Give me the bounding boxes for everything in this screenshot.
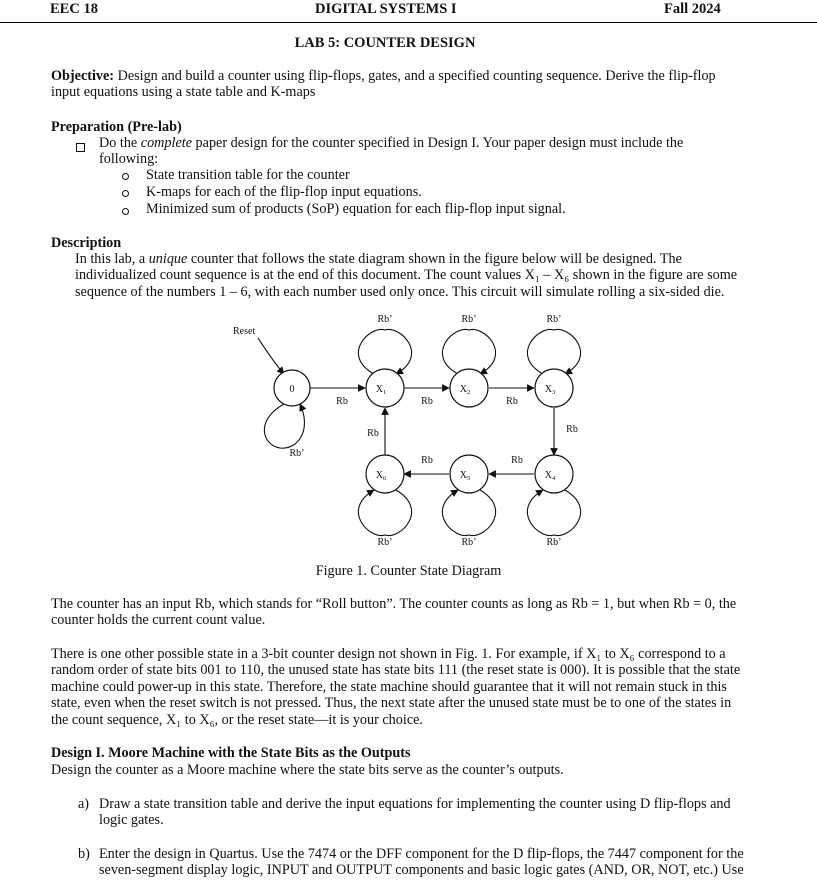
design1-item-a [99,796,809,829]
figure-caption: Figure 1. Counter State Diagram [315,563,502,579]
loop-label-reset: Rb’ [289,448,305,459]
edge-label-x4-x5: Rb [511,455,523,466]
loop-label-x5: Rb’ [461,537,477,548]
counter-input-paragraph [51,596,811,629]
self-loop-x2 [442,329,495,374]
state-diagram [200,300,620,550]
unused-state-line1: There is one other possible state in a 3-bit counter design not shown in Fig. 1. For example, if X₁ to X₆ correspond to a [51,646,726,662]
circle-bullet-icon [122,185,129,202]
design1-item-a-line1: Draw a state transition table and derive the input equations for implementing the counter using D flip-flops and [99,796,731,812]
description-heading: Description [51,235,122,251]
state-x3 [535,369,573,407]
objective-label: Objective: [51,68,115,84]
loop-label-x4: Rb’ [546,537,562,548]
loop-label-x1: Rb’ [377,314,393,325]
design1-item-b-line1: Enter the design in Quartus. Use the 7474 or the DFF component for the D flip-flops, the 7447 component for the [99,846,744,862]
desc-line3: sequence of the numbers 1 – 6, with each number used only once. This circuit will simulate rolling a six-sided die. [75,283,725,300]
objective-text-line2: input equations using a state table and K-maps [51,84,316,101]
state-x4 [535,455,573,493]
self-loop-x6 [358,490,411,536]
self-loop-reset [264,404,304,448]
unused-state-paragraph [51,646,811,728]
page-title: LAB 5: COUNTER DESIGN [294,35,476,51]
unused-state-line3: machine could power-up in this state. Therefore, the state machine should guarantee that it will not remain stuck in this [51,678,727,695]
course-code: EEC 18 [50,1,98,17]
objective-text-line1: Design and build a counter using flip-flops, gates, and a specified counting sequence. Derive the flip-flop [117,68,716,84]
prep-subitem: K-maps for each of the flip-flop input equations. [146,184,422,200]
counter-input-line1: The counter has an input Rb, which stands for “Roll button”. The counter counts as long as Rb = 1, but when Rb = 0, the [51,596,737,612]
design1-item-b [99,846,809,879]
reset-arrow [258,338,284,374]
design1-item-a-label: a) [78,796,90,812]
design1-item-b-line2: seven-segment display logic, INPUT and OUTPUT components and basic logic gates (AND, OR, NOT, etc.) Use [99,862,744,879]
self-loop-x1 [358,329,411,374]
self-loop-x5 [442,490,495,536]
counter-input-line2: counter holds the current count value. [51,612,266,629]
page-header [0,0,817,23]
edge-label-x6-x1: Rb [367,428,379,439]
state-x3-label: $X_3$ [544,384,556,396]
loop-label-x3: Rb’ [546,314,562,325]
prep-text-a: Do the [99,135,141,151]
self-loop-x3 [527,329,580,374]
design1-heading: Design I. Moore Machine with the State Bits as the Outputs [51,745,411,761]
unused-state-line2: random order of state bits 001 to 110, the unused state has state bits 111 (the reset state is 000). It is possible that the state [51,662,741,679]
prep-subitem: State transition table for the counter [146,167,350,183]
preparation-item [99,135,799,168]
prep-text-b: paper design for the counter specified in Design I. Your paper design must include the [192,135,684,151]
circle-bullet-icon [122,203,129,220]
edge-label-x2-x3: Rb [506,396,518,407]
edge-label-x3-x4: Rb [566,424,578,435]
design1-item-a-line2: logic gates. [99,812,164,829]
desc-line1-emphasis: unique [148,251,188,267]
description-text [75,251,805,300]
edge-label-x5-x6: Rb [421,455,433,466]
objective-section [51,68,791,101]
unused-state-line4: state, even when the reset switch is not pressed. Thus, the next state after the unused state must be to one of the states in [51,695,732,712]
desc-line1-b: counter that follows the state diagram shown in the figure below will be designed. The [187,251,682,267]
edge-label-x1-x2: Rb [421,396,433,407]
design1-item-b-label: b) [78,846,90,862]
state-x2 [450,369,488,407]
edge-label-0-x1: Rb [336,396,348,407]
prep-text-emphasis: complete [140,135,192,151]
state-x5-label: $X_5$ [459,470,471,482]
state-x1-label: $X_1$ [375,384,387,396]
checkbox-bullet-icon [76,140,85,157]
prep-subitem: Minimized sum of products (SoP) equation for each flip-flop input signal. [146,201,566,217]
state-x1 [366,369,404,407]
reset-label: Reset [233,326,256,337]
state-x6 [366,455,404,493]
loop-label-x2: Rb’ [461,314,477,325]
state-x6-label: $X_6$ [375,470,387,482]
unused-state-line5: the count sequence, X₁ to X₆, or the reset state—it is your choice. [51,711,423,728]
self-loop-x4 [527,490,580,536]
desc-line1-a: In this lab, a [75,251,149,267]
preparation-heading: Preparation (Pre-lab) [51,119,182,135]
state-x5 [450,455,488,493]
state-x4-label: $X_4$ [544,470,556,482]
state-reset-label: 0 [289,384,295,395]
state-x2-label: $X_2$ [459,384,471,396]
design1-intro: Design the counter as a Moore machine where the state bits serve as the counter’s outputs. [51,762,564,778]
course-term: Fall 2024 [664,1,721,17]
loop-label-x6: Rb’ [377,537,393,548]
course-subject: DIGITAL SYSTEMS I [315,1,457,17]
prep-text-line2: following: [99,151,159,168]
desc-line2: individualized count sequence is at the end of this document. The count values X₁ – X₆ shown in the figure are some [75,267,738,284]
circle-bullet-icon [122,168,129,185]
